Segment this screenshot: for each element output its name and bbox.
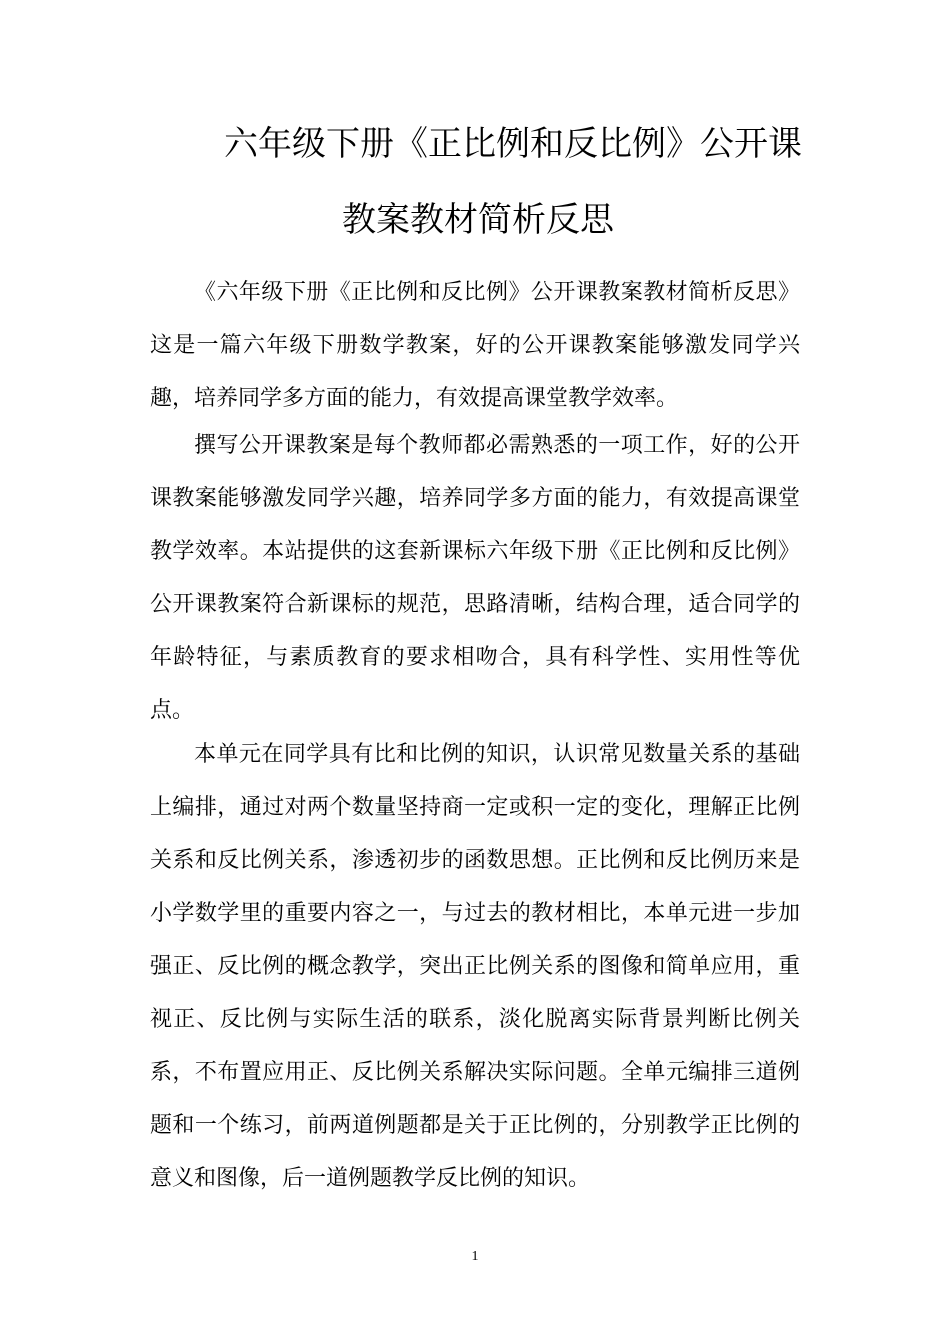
- paragraph-unit-analysis: 本单元在同学具有比和比例的知识，认识常见数量关系的基础上编排，通过对两个数量坚持商一定或积一定的变化，理解正比例关系和反比例关系，渗透初步的函数思想。正比例和反比例历来是小学数学里的重要内容之一，与过去的教材相比，本单元进一步加强正、反比例的概念教学，突出正比例关系的图像和简单应用，重视正、反比例与实际生活的联系，淡化脱离实际背景判断比例关系，不布置应用正、反比例关系解决实际问题。全单元编排三道例题和一个练习，前两道例题都是关于正比例的，分别教学正比例的意义和图像，后一道例题教学反比例的知识。: [150, 742, 800, 1191]
- paragraph-intro: 《六年级下册《正比例和反比例》公开课教案教材简析反思》这是一篇六年级下册数学教案，好的公开课教案能够激发同学兴趣，培养同学多方面的能力，有效提高课堂教学效率。: [150, 280, 800, 411]
- paragraph-lesson-plan: 撰写公开课教案是每个教师都必需熟悉的一项工作，好的公开课教案能够激发同学兴趣，培养同学多方面的能力，有效提高课堂教学效率。本站提供的这套新课标六年级下册《正比例和反比例》公开课教案符合新课标的规范，思路清晰，结构合理，适合同学的年龄特征，与素质教育的要求相吻合，具有科学性、实用性等优点。: [150, 433, 800, 723]
- document-title-line-2: 教案教材简析反思: [342, 200, 614, 240]
- page-number: 1: [471, 1249, 479, 1264]
- document-title-line-1: 六年级下册《正比例和反比例》公开课: [224, 124, 802, 164]
